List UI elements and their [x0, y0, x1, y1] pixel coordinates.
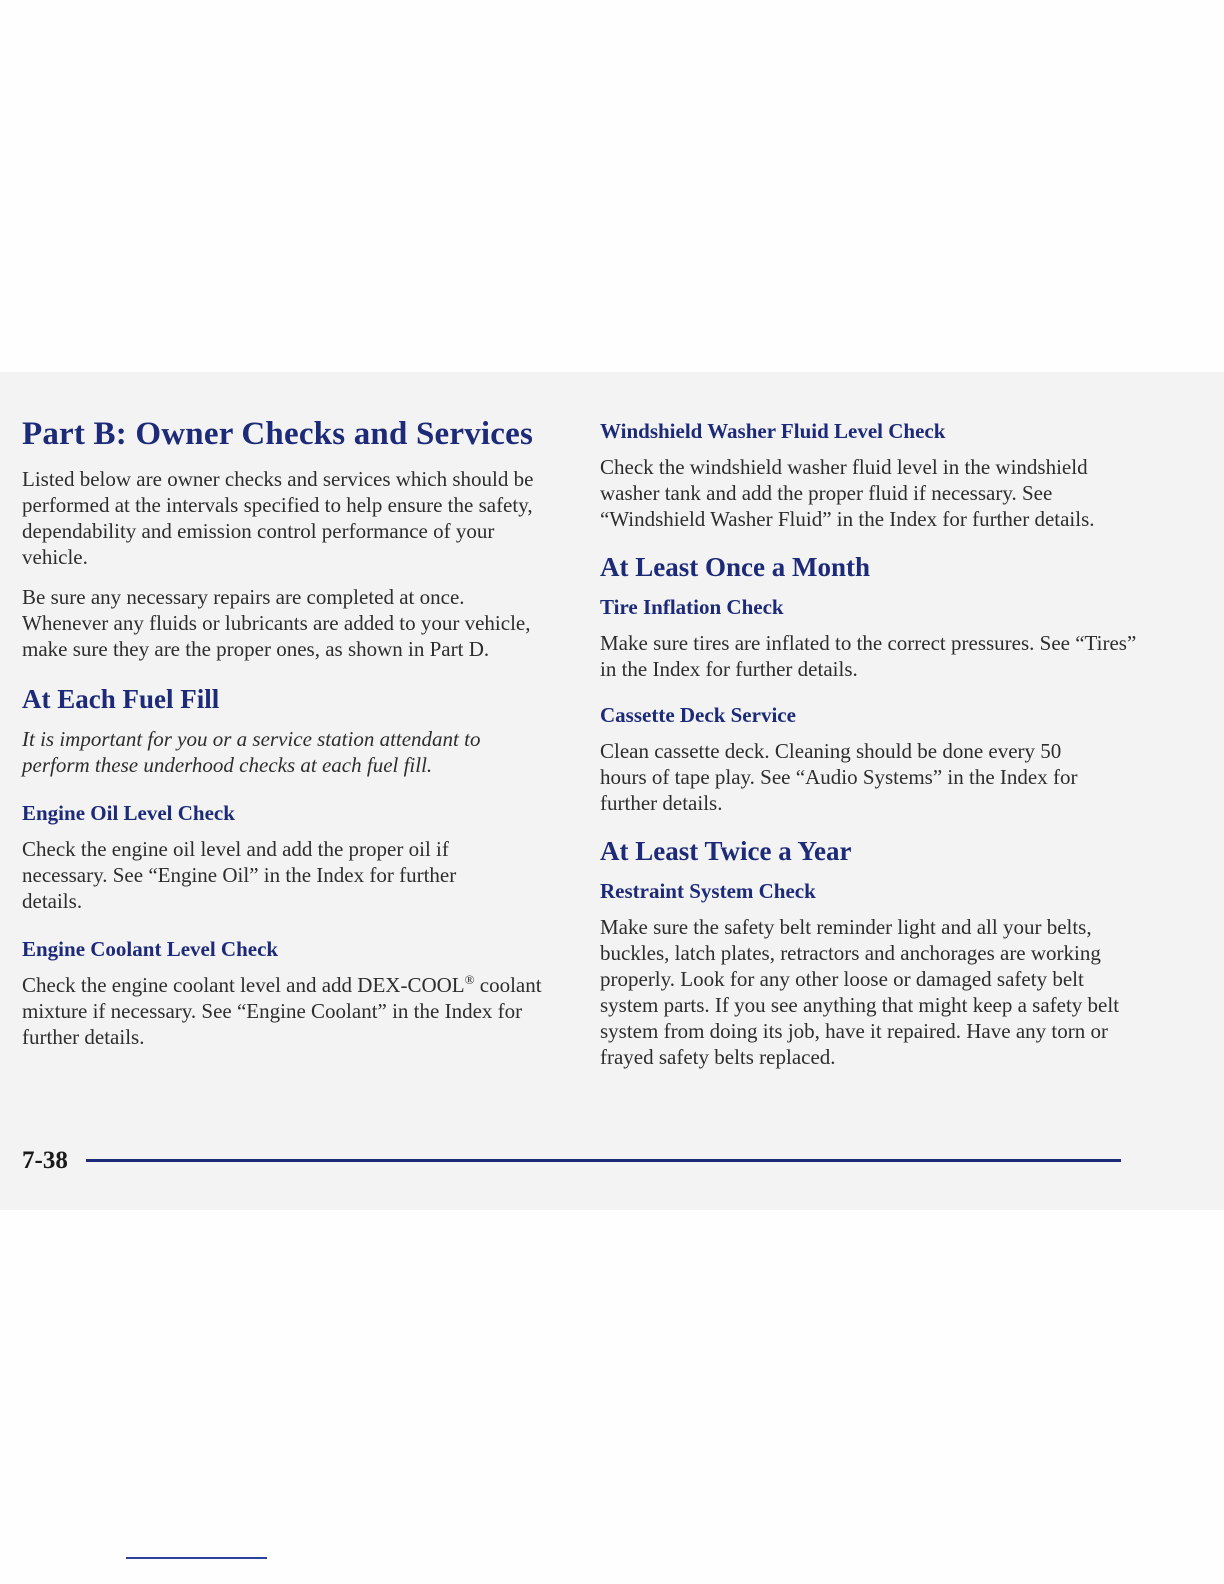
left-column	[22, 414, 552, 1064]
washer-fluid-text: Check the windshield washer fluid level in the windshield washer tank and add the proper fluid if necessary. See “Windshield Washer Fluid” in the Index for further details.	[600, 455, 1095, 531]
page-title: Part B: Owner Checks and Services	[22, 416, 534, 452]
intro-paragraph-1: Listed below are owner checks and services which should be performed at the intervals specified to help ensure the safety, dependability and emission control performance of your vehicle.	[22, 467, 534, 569]
subheading-restraint-system: Restraint System Check	[600, 879, 816, 903]
cassette-deck-text: Clean cassette deck. Cleaning should be done every 50 hours of tape play. See “Audio Systems” in the Index for further details.	[600, 739, 1078, 815]
restraint-system-text: Make sure the safety belt reminder light and all your belts, buckles, latch plates, retractors and anchorages are working properly. Look for any other loose or damaged safety belt system parts. If you see anything that might keep a safety belt system from doing its job, have it repaired. Have any torn or frayed safety belts replaced.	[600, 915, 1120, 1069]
subheading-engine-coolant: Engine Coolant Level Check	[22, 937, 279, 961]
tire-inflation-text: Make sure tires are inflated to the correct pressures. See “Tires” in the Index for further details.	[600, 631, 1137, 681]
subheading-cassette-deck: Cassette Deck Service	[600, 703, 796, 727]
intro-paragraph-2: Be sure any necessary repairs are completed at once. Whenever any fluids or lubricants are added to your vehicle, make sure they are the proper ones, as shown in Part D.	[22, 585, 531, 661]
subheading-washer-fluid: Windshield Washer Fluid Level Check	[600, 419, 946, 443]
bottom-divider	[126, 1557, 267, 1559]
subheading-engine-oil: Engine Oil Level Check	[22, 801, 235, 825]
right-column	[600, 418, 1140, 1084]
section-heading-fuel-fill: At Each Fuel Fill	[22, 684, 220, 714]
subheading-tire-inflation: Tire Inflation Check	[600, 595, 784, 619]
engine-oil-text: Check the engine oil level and add the proper oil if necessary. See “Engine Oil” in the Index for further details.	[22, 837, 457, 913]
coolant-text-part-2: coolant mixture if necessary. See “Engine Coolant” in the Index for further details.	[22, 973, 542, 1049]
engine-coolant-text	[22, 972, 552, 1050]
section-heading-once-a-month: At Least Once a Month	[600, 552, 870, 582]
registered-mark: ®	[464, 972, 475, 987]
footer-rule	[86, 1159, 1121, 1162]
page-number: 7-38	[22, 1147, 68, 1174]
section-heading-twice-a-year: At Least Twice a Year	[600, 836, 852, 866]
coolant-text-part-1: Check the engine coolant level and add DEX-COOL	[22, 973, 465, 997]
page-footer	[22, 1146, 1132, 1180]
fuel-fill-note: It is important for you or a service station attendant to perform these underhood checks at each fuel fill.	[22, 727, 481, 777]
